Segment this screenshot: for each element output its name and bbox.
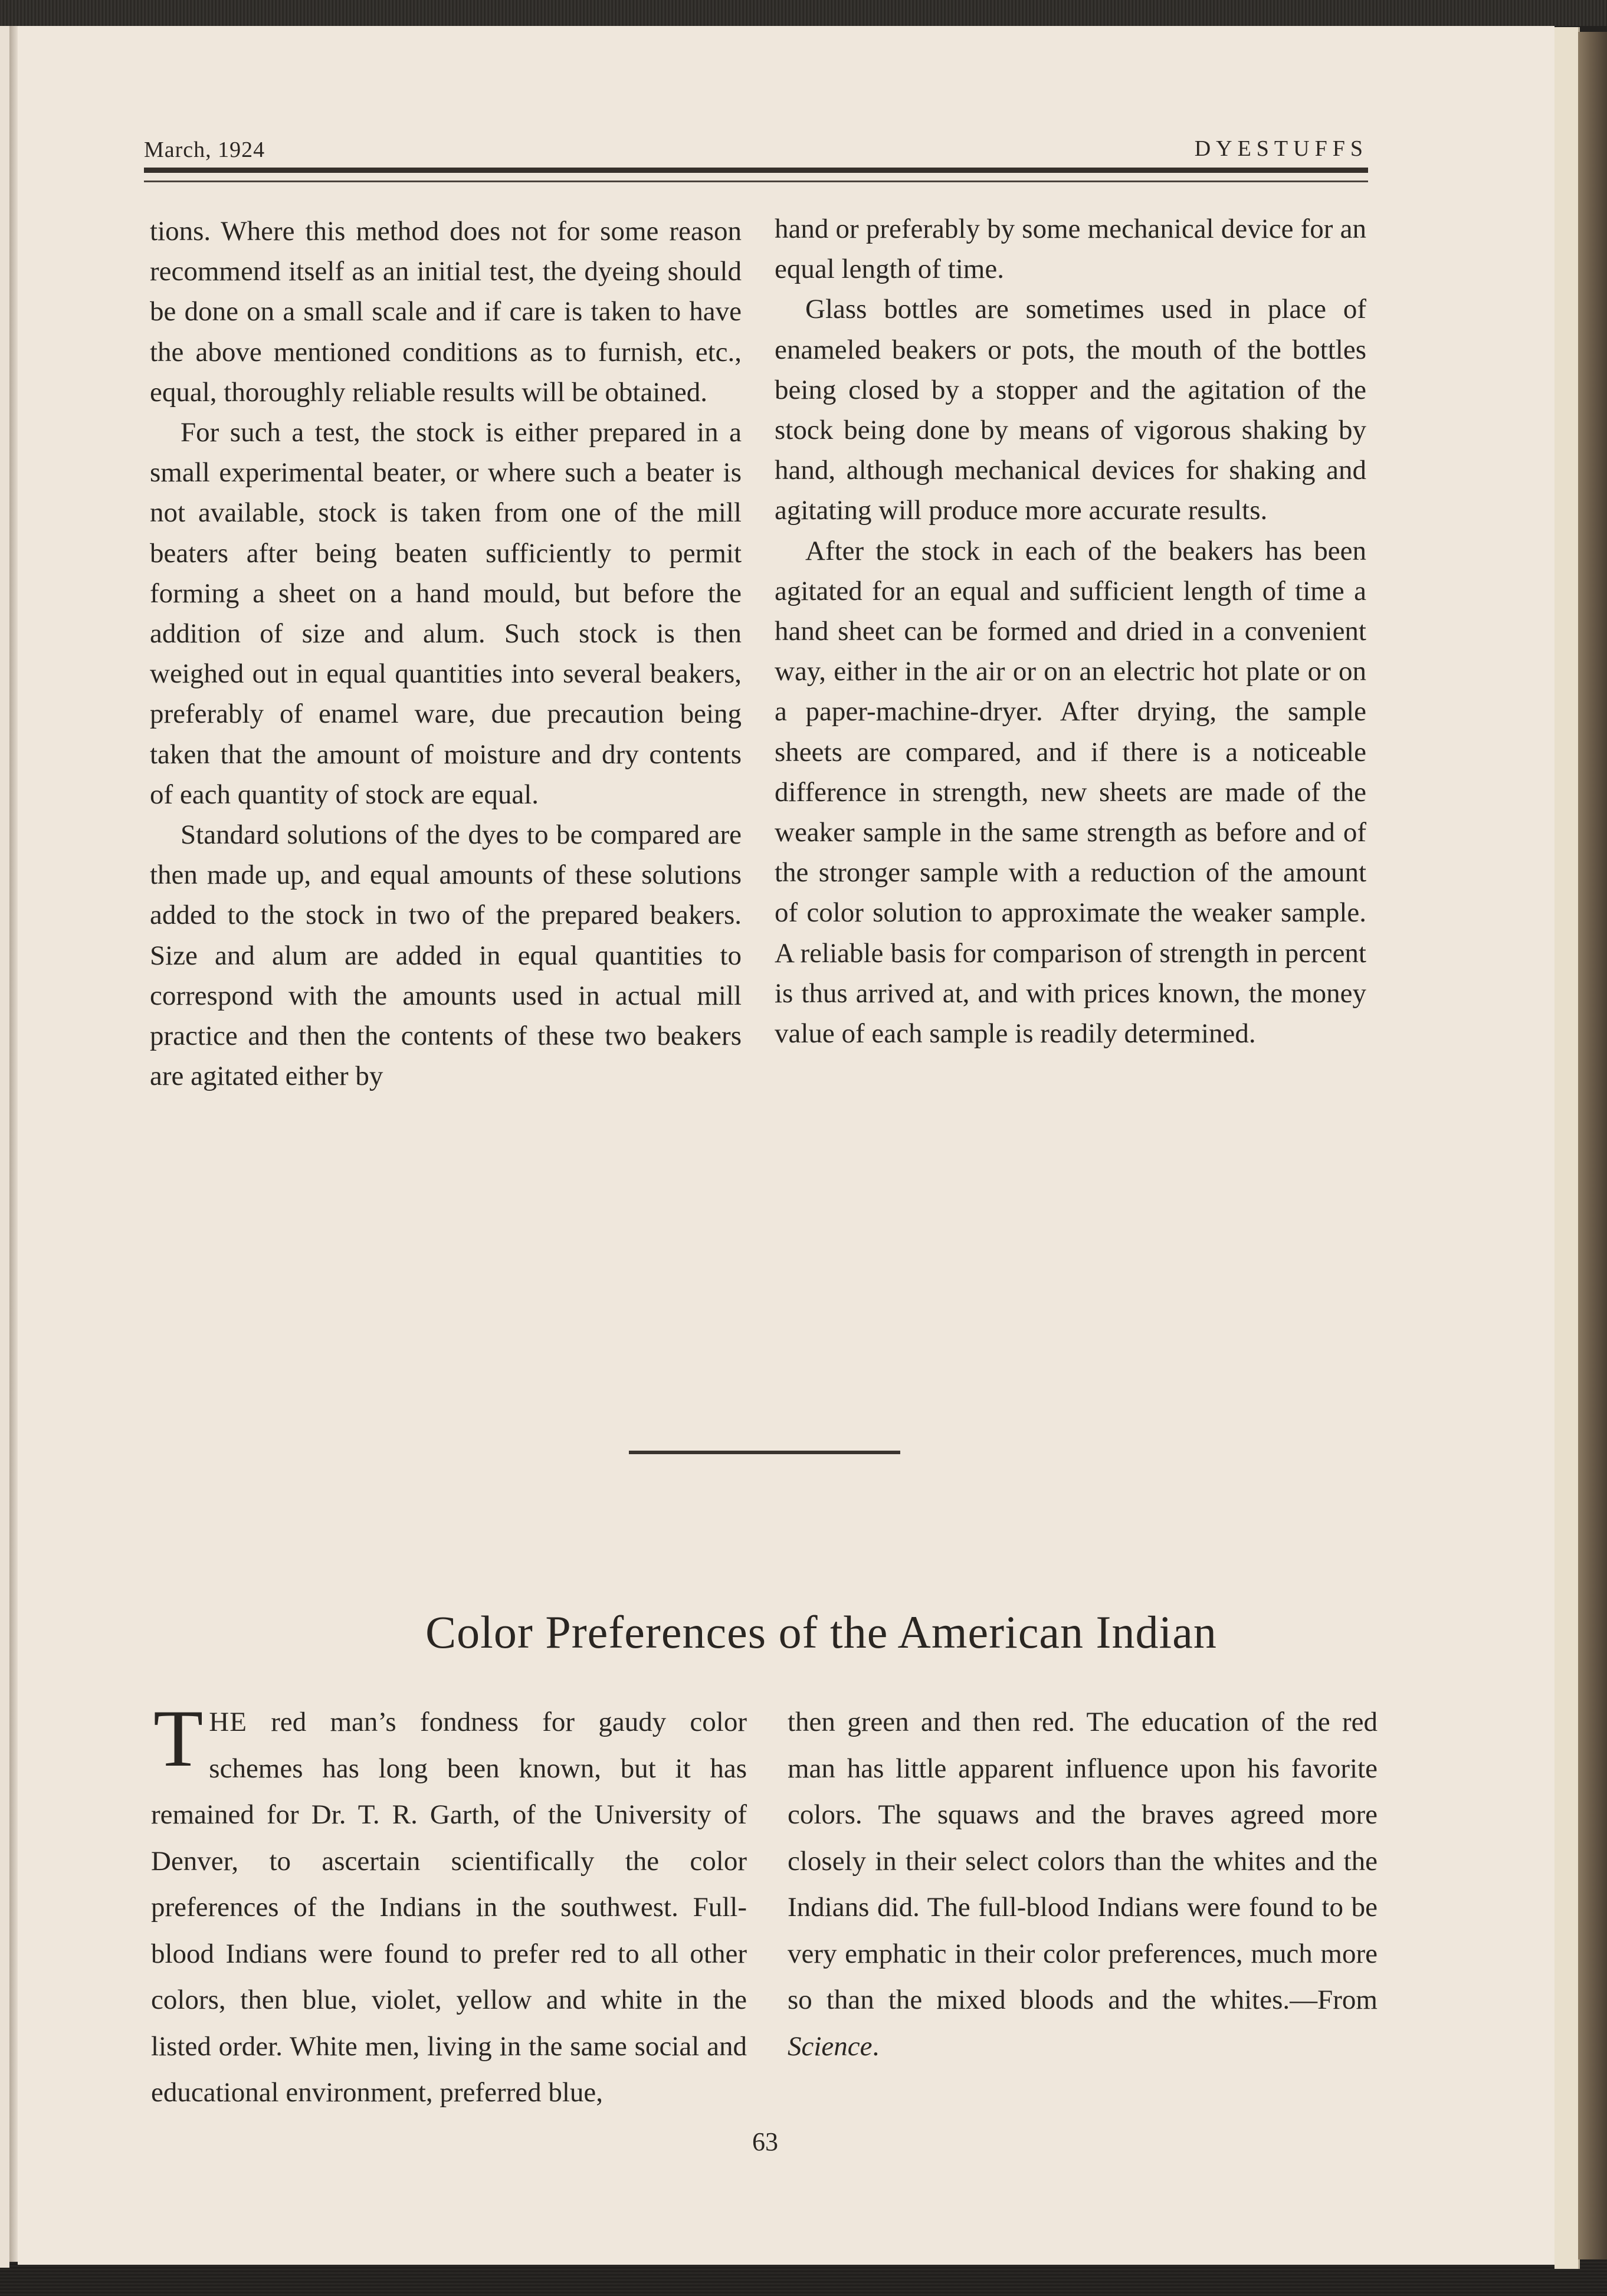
lead-caps: HE (209, 1707, 247, 1737)
section-divider-rule (629, 1451, 900, 1454)
paragraph: After the stock in each of the beakers has been agitated for an equal and sufficient length of time a hand sheet can be formed and dried in a convenient way, either in the air or on an electric hot plate or on a paper-machine-dryer. After drying, the sample sheets are compared, and if there is a noticeable difference in strength, new sheets are made of the weaker sample in the same strength as before and of the stronger sample with a reduction of the amount of color solution to approximate the weaker sample. A reliable basis for comparison of strength in percent is thus arrived at, and with prices known, the money value of each sample is readily determined. (775, 535, 1366, 1049)
gutter-shadow (9, 26, 18, 2262)
article-right-column (788, 1699, 1378, 2069)
paragraph: Glass bottles are sometimes used in place of enameled beakers or pots, the mouth of the bottles being closed by a stopper and the agitation of the stock being done by means of vigorous shaking by hand, although mechanical devices for shaking and agitating will produce more accurate results. (775, 294, 1366, 526)
book-cover-top-edge (0, 0, 1607, 26)
facing-page-edge (0, 26, 9, 2268)
continued-article-left-column (150, 211, 742, 1096)
journal-title: DYESTUFFS (1194, 136, 1368, 161)
paragraph: tions. Where this method does not for some reason recommend itself as an initial test, the dyeing should be done on a small scale and if care is taken to have the above mentioned conditions as to furnish, etc., equal, thoroughly reliable results will be obtained. (150, 216, 742, 408)
article-title: Color Preferences of the American Indian (425, 1606, 1217, 1658)
paragraph: hand or preferably by some mechanical device for an equal length of time. (775, 214, 1366, 285)
article-paragraph (788, 1699, 1378, 2069)
continued-article-right-column (775, 209, 1366, 1054)
header-rule-thick (144, 168, 1368, 173)
drop-cap: T (153, 1693, 204, 1783)
running-header (144, 131, 1368, 166)
page-stack-edge (1554, 27, 1580, 2269)
issue-date: March, 1924 (144, 137, 265, 162)
header-rule-thin (144, 181, 1368, 182)
page-number: 63 (752, 2127, 778, 2156)
paragraph: Standard solutions of the dyes to be compared are then made up, and equal amounts of these solutions added to the stock in two of the prepared beakers. Size and alum are added in equal quantities to correspond with the amounts used in actual mill practice and then the contents of these two beakers are agitated either by (150, 819, 742, 1092)
article-paragraph (151, 1693, 747, 2116)
book-cover-bottom-edge (0, 2259, 1607, 2296)
article-text: then green and then red. The education of the red man has little apparent influence upon his favorite colors. The squaws and the braves agreed more closely in their select colors than the whites and the Indians did. The full-blood Indians were found to be very emphatic in their color preferences, much more so than the mixed bloods and the whites. (788, 1707, 1378, 2015)
source-prefix: —From (1290, 1985, 1378, 2015)
article-text: red man’s fondness for gaudy color schemes has long been known, but it has remained for Dr. T. R. Garth, of the University of Denver, to ascertain scientifically the color preferences of the Indians in the southwest. Full-blood Indians were found to prefer red to all other colors, then blue, violet, yellow and white in the listed order. White men, living in the same social and educational environment, preferred blue, (151, 1707, 747, 2108)
source-suffix: . (872, 2031, 880, 2062)
source-name: Science (788, 2031, 873, 2062)
binding-edge (1578, 32, 1607, 2259)
article-left-column (151, 1693, 747, 2116)
paragraph: For such a test, the stock is either prepared in a small experimental beater, or where such a beater is not available, stock is taken from one of the mill beaters after being beaten sufficiently to permit forming a sheet on a hand mould, but before the addition of size and alum. Such stock is then weighed out in equal quantities into several beakers, preferably of enamel ware, due precaution being taken that the amount of moisture and dry contents of each quantity of stock are equal. (150, 417, 742, 810)
